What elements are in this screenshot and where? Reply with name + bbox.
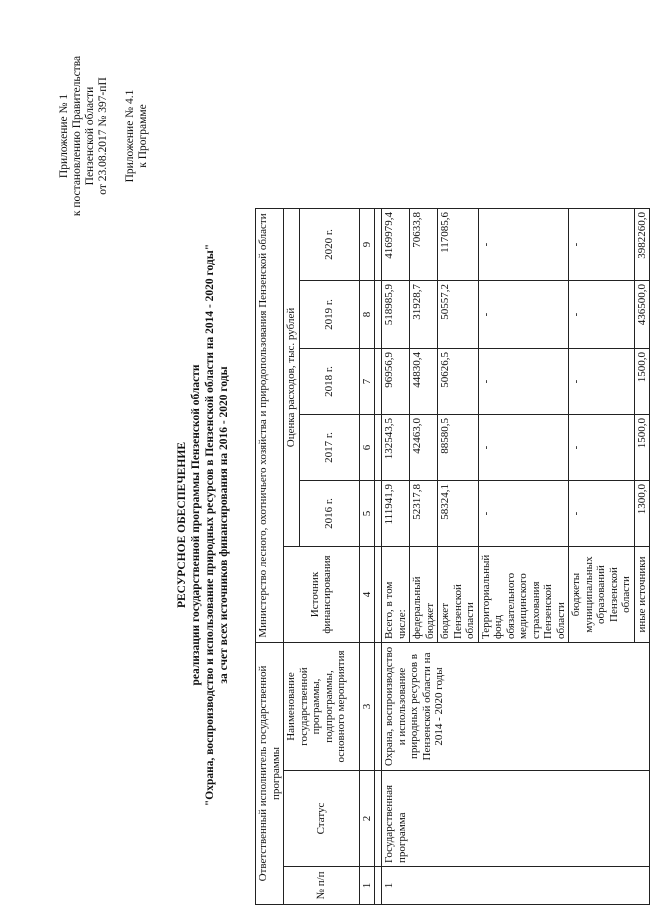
value-cell: 518985,9	[382, 281, 410, 349]
row-number: 1	[382, 867, 650, 905]
value-cell: -	[478, 481, 569, 547]
appendix-program-line: Приложение № 4.1	[124, 89, 136, 183]
value-cell: 1500,0	[634, 349, 650, 415]
header-year: 2016 г.	[299, 481, 359, 547]
source-label: бюджеты муниципальных образований Пензенской области	[569, 547, 635, 643]
value-cell: -	[569, 209, 635, 281]
value-cell: 1500,0	[634, 415, 650, 481]
value-cell: -	[478, 281, 569, 349]
header-year: 2017 г.	[299, 415, 359, 481]
colnum-cell: 4	[359, 547, 375, 643]
header-source: Источник финансирования	[284, 547, 360, 643]
source-label: федеральный бюджет	[410, 547, 438, 643]
doc-title: РЕСУРСНОЕ ОБЕСПЕЧЕНИЕ	[176, 442, 188, 609]
value-cell: 111941,9	[382, 481, 410, 547]
appendix-decree-line: от 23.08.2017 № 397-пП	[97, 77, 109, 195]
row-program-name: Охрана, воспроизводство и использование природных ресурсов в Пензенской области на 2014 - 2020 годы	[382, 643, 650, 771]
appendix-decree-line: Пензенской области	[84, 86, 96, 186]
value-cell: -	[478, 349, 569, 415]
funding-scope: за счет всех источников финансирования на 2016 - 2020 годы	[218, 366, 230, 684]
doc-subtitle: реализации государственной программы Пензенской области	[190, 364, 202, 686]
value-cell: 132543,5	[382, 415, 410, 481]
appendix-decree-block	[58, 16, 110, 256]
header-estimate: Оценка расходов, тыс. рублей	[284, 209, 300, 547]
appendix-program-line: к Программе	[137, 104, 149, 168]
program-name: "Охрана, воспроизводство и использование природных ресурсов в Пензенской области на 2014 - 2020 годы"	[204, 243, 216, 807]
source-label: бюджет Пензенской области	[438, 547, 479, 643]
colnum-cell: 7	[359, 349, 375, 415]
appendix-program-block	[124, 16, 150, 256]
value-cell: 42463,0	[410, 415, 438, 481]
value-cell: 1300,0	[634, 481, 650, 547]
header-status: Статус	[284, 771, 360, 867]
source-label: иные источники	[634, 547, 650, 643]
value-cell: 52317,8	[410, 481, 438, 547]
header-year: 2018 г.	[299, 349, 359, 415]
value-cell: -	[569, 481, 635, 547]
value-cell: -	[569, 349, 635, 415]
source-label: Всего, в том числе:	[382, 547, 410, 643]
value-cell: -	[478, 209, 569, 281]
colnum-cell: 3	[359, 643, 375, 771]
value-cell: 88580,5	[438, 415, 479, 481]
value-cell: 50626,5	[438, 349, 479, 415]
row-status: Государственная программа	[382, 771, 650, 867]
header-year: 2019 г.	[299, 281, 359, 349]
value-cell: 117085,6	[438, 209, 479, 281]
source-label: Территориальный фонд обязательного медицинского страхования Пензенской области	[478, 547, 569, 643]
colnum-cell: 2	[359, 771, 375, 867]
colnum-cell: 1	[359, 867, 375, 905]
value-cell: 58324,1	[438, 481, 479, 547]
value-cell: -	[569, 281, 635, 349]
value-cell: 50557,2	[438, 281, 479, 349]
value-cell: 70633,8	[410, 209, 438, 281]
header-year: 2020 г.	[299, 209, 359, 281]
value-cell: 44830,4	[410, 349, 438, 415]
appendix-decree-line: Приложение № 1	[58, 93, 70, 179]
colnum-cell: 8	[359, 281, 375, 349]
value-cell: 31928,7	[410, 281, 438, 349]
value-cell: 3982260,0	[634, 209, 650, 281]
header-name: Наименование государственной программы, подпрограммы, основного мероприятия	[284, 643, 360, 771]
responsible-value: Министерство лесного, охотничьего хозяйства и природопользования Пензенской области	[256, 209, 284, 643]
value-cell: 96956,9	[382, 349, 410, 415]
appendix-decree-line: к постановлению Правительства	[71, 55, 83, 217]
value-cell: -	[569, 415, 635, 481]
resource-table	[255, 208, 650, 905]
colnum-cell: 6	[359, 415, 375, 481]
value-cell: 4169979,4	[382, 209, 410, 281]
responsible-label: Ответственный исполнитель государственной программы	[256, 643, 284, 905]
colnum-cell: 5	[359, 481, 375, 547]
header-num: № п/п	[284, 867, 360, 905]
value-cell: 436500,0	[634, 281, 650, 349]
colnum-cell: 9	[359, 209, 375, 281]
value-cell: -	[478, 415, 569, 481]
